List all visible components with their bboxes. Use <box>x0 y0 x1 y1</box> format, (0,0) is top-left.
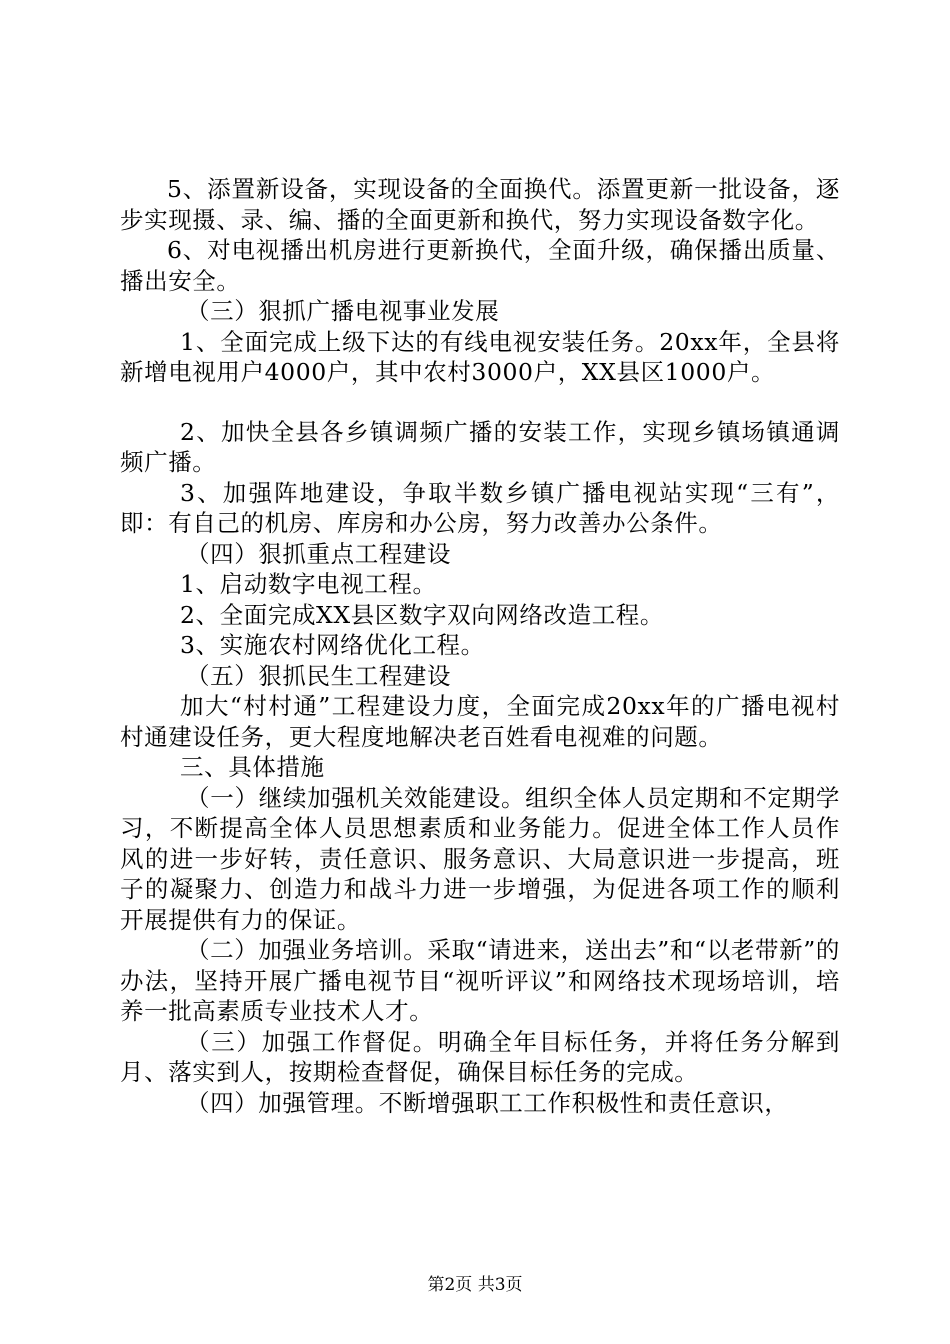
paragraph-measure-3: （三）加强工作督促。明确全年目标任务，并将任务分解到月、落实到人，按期检查督促，确保目标任务的完成。 <box>120 1027 840 1086</box>
section-heading-4: （四）狠抓重点工程建设 <box>186 539 452 568</box>
document-body <box>120 174 840 1118</box>
paragraph-village-coverage: 加大“村村通”工程建设力度，全面完成20xx年的广播电视村村通建设任务，更大程度地解决老百姓看电视难的问题。 <box>120 692 840 751</box>
page-footer: 第2页 共3页 <box>427 1275 523 1295</box>
paragraph-gap <box>120 388 840 417</box>
paragraph-rural-network: 3、实施农村网络优化工程。 <box>180 631 485 659</box>
paragraph-item-6-broadcast-room: 6、对电视播出机房进行更新换代，全面升级，确保播出质量、播出安全。 <box>120 236 840 295</box>
section-heading-measures: 三、具体措施 <box>180 753 325 781</box>
section-heading-5: （五）狠抓民生工程建设 <box>186 661 452 690</box>
paragraph-measure-2: （二）加强业务培训。采取“请进来，送出去”和“以老带新”的办法，坚持开展广播电视节目“视听评议”和网络技术现场培训，培养一批高素质专业技术人才。 <box>120 936 840 1025</box>
paragraph-item-5-equipment: 5、添置新设备，实现设备的全面换代。添置更新一批设备，逐步实现摄、录、编、播的全面更新和换代，努力实现设备数字化。 <box>120 175 840 234</box>
paragraph-cable-tv-installation: 1、全面完成上级下达的有线电视安装任务。20xx年，全县将新增电视用户4000户，其中农村3000户，XX县区1000户。 <box>120 327 840 386</box>
paragraph-network-upgrade: 2、全面完成XX县区数字双向网络改造工程。 <box>180 600 665 629</box>
paragraph-fm-broadcast: 2、加快全县各乡镇调频广播的安装工作，实现乡镇场镇通调频广播。 <box>120 417 840 476</box>
paragraph-digital-tv: 1、启动数字电视工程。 <box>180 570 437 598</box>
section-heading-3: （三）狠抓广播电视事业发展 <box>186 297 500 325</box>
paragraph-measure-4: （四）加强管理。不断增强职工工作积极性和责任意识， <box>186 1088 789 1117</box>
paragraph-measure-1: （一）继续加强机关效能建设。组织全体人员定期和不定期学习，不断提高全体人员思想素质和业务能力。促进全体工作人员作风的进一步好转，责任意识、服务意识、大局意识进一步提高，班子的凝聚力、创造力和战斗力进一步增强，为促进各项工作的顺利开展提供有力的保证。 <box>120 783 840 934</box>
paragraph-station-building: 3、加强阵地建设，争取半数乡镇广播电视站实现“三有”，即：有自己的机房、库房和办公房，努力改善办公条件。 <box>120 478 840 537</box>
